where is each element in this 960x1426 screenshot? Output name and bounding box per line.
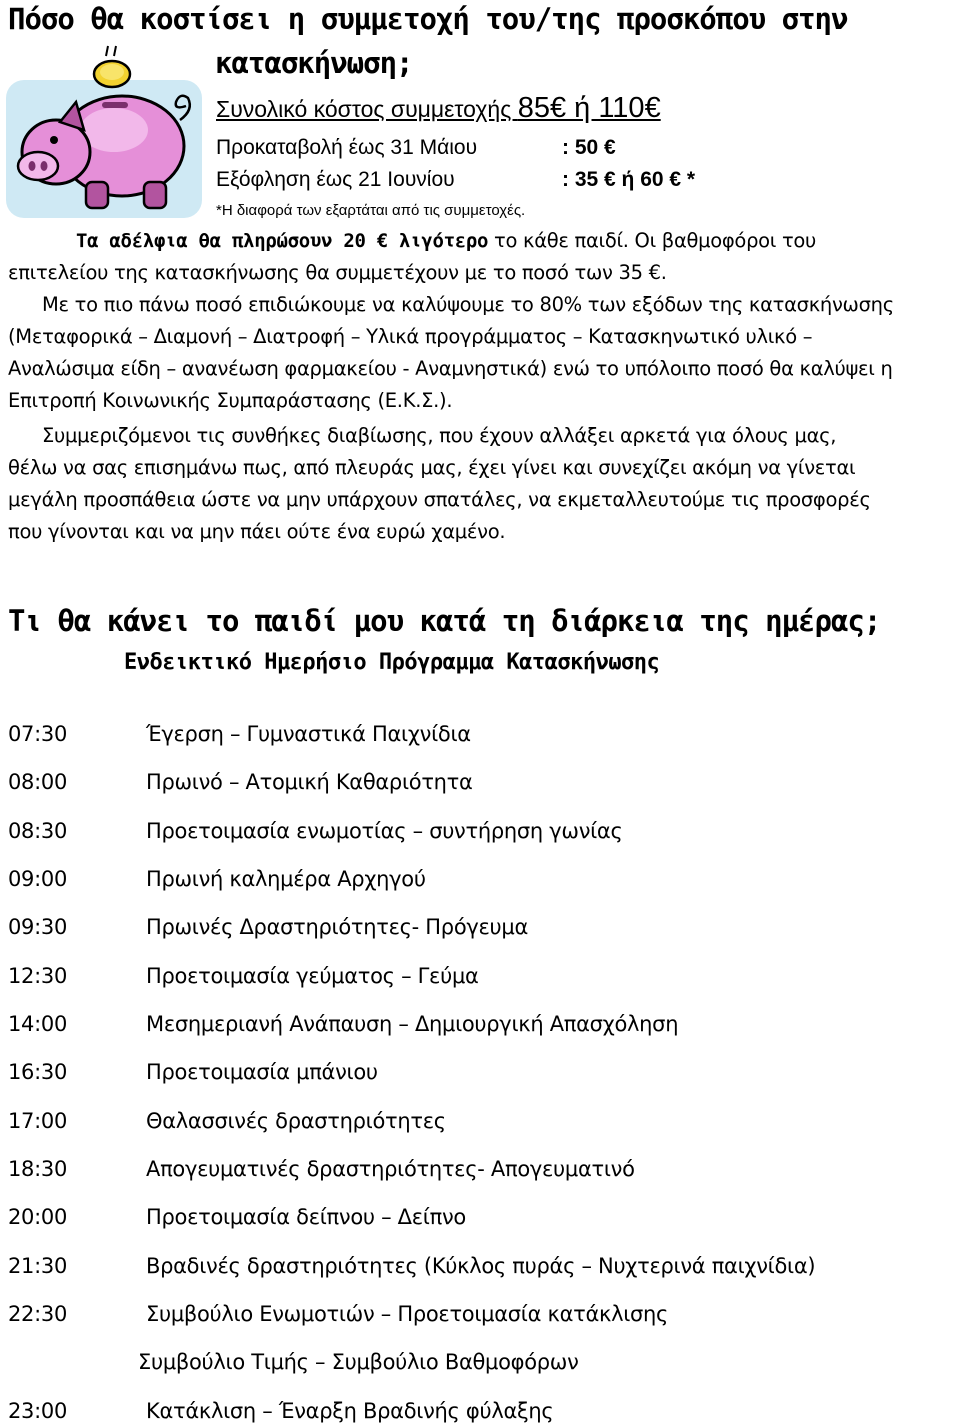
schedule-time: 12:30: [8, 964, 68, 988]
schedule-title: Τι θα κάνει το παιδί μου κατά τη διάρκεια της ημέρας;: [8, 604, 881, 638]
schedule-activity: Προετοιμασία μπάνιου: [146, 1060, 378, 1084]
schedule-time: 09:30: [8, 915, 68, 939]
para2-line: που γίνονται και να μην πάει ούτε ένα ευρώ χαμένο.: [8, 520, 506, 543]
schedule-subtitle: Ενδεικτικό Ημερήσιο Πρόγραμμα Κατασκήνωσης: [124, 650, 660, 675]
schedule-time: 14:00: [8, 1012, 68, 1036]
cost-title-line2: κατασκήνωση;: [215, 46, 413, 80]
deposit-label: Προκαταβολή έως 31 Μάιου: [216, 136, 478, 159]
schedule-time: 20:00: [8, 1205, 68, 1229]
schedule-activity: Βραδινές δραστηριότητες (Κύκλος πυράς – Νυχτερινά παιχνίδια): [146, 1254, 816, 1278]
piggy-bank-icon: [4, 42, 209, 222]
para2-line: μεγάλη προσπάθεια ώστε να μην υπάρχουν σπατάλες, να εκμεταλλευτούμε τις προσφορές: [8, 488, 871, 511]
para1-line: Επιτροπή Κοινωνικής Συμπαράστασης (Ε.Κ.Σ.).: [8, 389, 453, 412]
para1-line: Αναλώσιμα είδη – ανανέωση φαρμακείου - Αναμνηστικά) ενώ το υπόλοιπο ποσό θα καλύψει η: [8, 357, 893, 380]
total-cost: [216, 92, 661, 125]
balance-value: : 35 € ή 60 € *: [562, 168, 696, 191]
deposit-value: : 50 €: [562, 136, 616, 159]
schedule-activity: Συμβούλιο Τιμής – Συμβούλιο Βαθμοφόρων: [138, 1350, 579, 1374]
schedule-activity: Πρωινή καλημέρα Αρχηγού: [146, 867, 426, 891]
schedule-activity: Έγερση – Γυμναστικά Παιχνίδια: [146, 722, 471, 746]
schedule-activity: Θαλασσινές δραστηριότητες: [146, 1109, 446, 1133]
schedule-time: 09:00: [8, 867, 68, 891]
schedule-activity: Μεσημεριανή Ανάπαυση – Δημιουργική Απασχόληση: [146, 1012, 679, 1036]
schedule-time: 07:30: [8, 722, 68, 746]
schedule-time: 17:00: [8, 1109, 68, 1133]
schedule-time: 21:30: [8, 1254, 68, 1278]
schedule-time: 16:30: [8, 1060, 68, 1084]
cost-title-line1: Πόσο θα κοστίσει η συμμετοχή του/της προσκόπου στην: [8, 2, 848, 36]
schedule-time: 18:30: [8, 1157, 68, 1181]
balance-label: Εξόφληση έως 21 Ιουνίου: [216, 168, 455, 191]
siblings-line1: [76, 229, 816, 252]
siblings-line2: επιτελείου της κατασκήνωσης θα συμμετέχουν με το ποσό των 35 €.: [8, 261, 667, 284]
schedule-activity: Απογευματινές δραστηριότητες- Απογευματινό: [146, 1157, 635, 1181]
total-cost-label: Συνολικό κόστος συμμετοχής: [216, 96, 518, 122]
schedule-activity: Προετοιμασία γεύματος – Γεύμα: [146, 964, 479, 988]
schedule-time: 23:00: [8, 1399, 68, 1423]
para2-line: θέλω να σας επισημάνω πως, από πλευράς μας, έχει γίνει και συνεχίζει ακόμη να γίνεται: [8, 456, 856, 479]
siblings-rest: το κάθε παιδί. Οι βαθμοφόροι του: [488, 229, 817, 252]
para1-line: Με το πιο πάνω ποσό επιδιώκουμε να καλύψουμε το 80% των εξόδων της κατασκήνωσης: [42, 293, 894, 316]
schedule-time: 08:00: [8, 770, 68, 794]
schedule-activity: Πρωινό – Ατομική Καθαριότητα: [146, 770, 473, 794]
schedule-activity: Προετοιμασία ενωμοτίας – συντήρηση γωνίας: [146, 819, 623, 843]
siblings-bold: Τα αδέλφια θα πληρώσουν 20 € λιγότερο: [76, 230, 489, 252]
schedule-time: 22:30: [8, 1302, 68, 1326]
para1-line: (Μεταφορικά – Διαμονή – Διατροφή – Υλικά προγράμματος – Κατασκηνωτικό υλικό –: [8, 325, 813, 348]
schedule-activity: Συμβούλιο Ενωμοτιών – Προετοιμασία κατάκλισης: [146, 1302, 669, 1326]
schedule-activity: Κατάκλιση – Έναρξη Βραδινής φύλαξης: [146, 1399, 554, 1423]
schedule-time: 08:30: [8, 819, 68, 843]
total-cost-value: 85€ ή 110€: [517, 92, 661, 124]
footnote: *Η διαφορά των εξαρτάται από τις συμμετοχές.: [216, 202, 526, 219]
para2-line: Συμμεριζόμενοι τις συνθήκες διαβίωσης, που έχουν αλλάξει αρκετά για όλους μας,: [42, 424, 837, 447]
schedule-activity: Προετοιμασία δείπνου – Δείπνο: [146, 1205, 466, 1229]
schedule-activity: Πρωινές Δραστηριότητες- Πρόγευμα: [146, 915, 529, 939]
